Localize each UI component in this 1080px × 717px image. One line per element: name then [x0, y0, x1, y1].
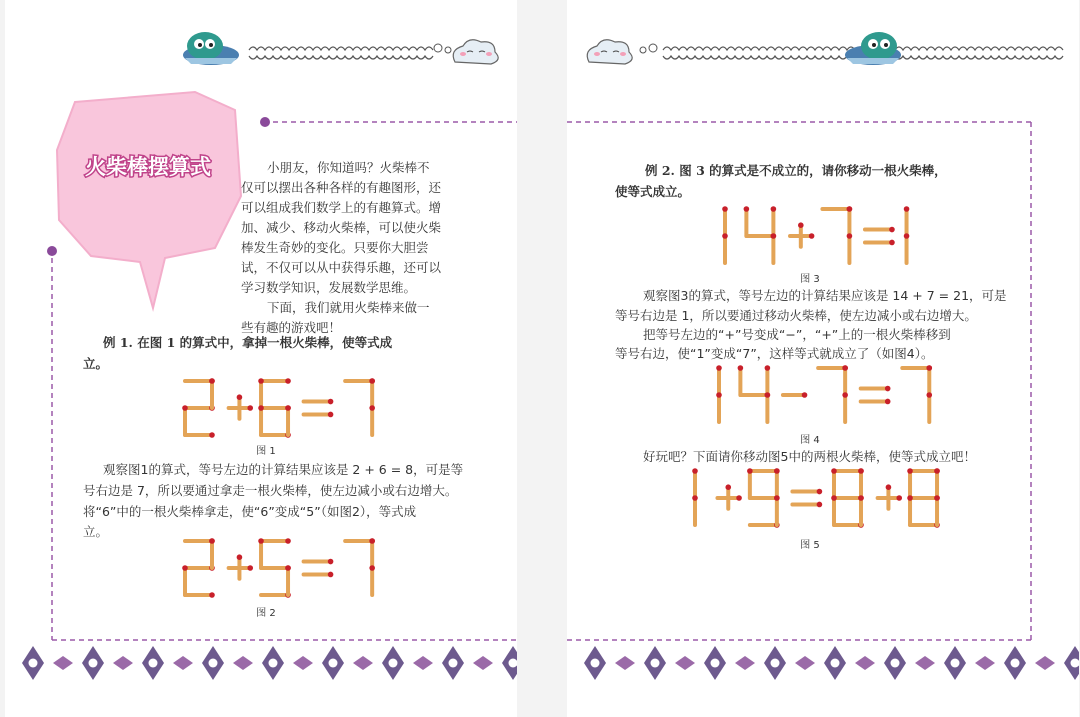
diamond-shape [855, 656, 875, 670]
diamond-dot [771, 659, 780, 668]
diamond-shape [473, 656, 493, 670]
explain-line: 观察图3的算式，等号左边的计算结果应该是 14 + 7 = 21，可是 [643, 288, 1007, 303]
diamond-dot [449, 659, 458, 668]
diamond-shape [615, 656, 635, 670]
explain-line: 观察图1的算式，等号左边的计算结果应该是 2 + 6 = 8，可是等 [103, 462, 464, 477]
figure-caption: 图 2 [256, 608, 276, 619]
diamond-dot [89, 659, 98, 668]
matchstick [886, 484, 892, 508]
matchstick [792, 502, 822, 508]
diamond-dot [389, 659, 398, 668]
figure-5 [567, 0, 1079, 717]
matchstick [209, 538, 215, 568]
matchstick [369, 538, 375, 568]
intro-line: 试，不仅可以从中获得乐趣，还可以 [241, 260, 442, 275]
intro-line: 学习数学知识，发展数学思维。 [241, 280, 417, 295]
diamond-shape [353, 656, 373, 670]
matchstick [258, 538, 264, 568]
diamond-dot [209, 659, 218, 668]
matchstick [369, 565, 375, 595]
example1-line: 例 1. 在图 1 的算式中，拿掉一根火柴棒，使等式成 [103, 335, 393, 350]
matchstick [934, 468, 940, 498]
matchstick [261, 538, 291, 544]
matchstick [725, 484, 731, 508]
matchstick [907, 468, 913, 498]
matchstick [792, 489, 822, 495]
diamond-dot [29, 659, 38, 668]
intro-line: 些有趣的游戏吧！ [241, 320, 342, 335]
matchstick [774, 495, 780, 525]
diamond-dot [269, 659, 278, 668]
matchstick [774, 468, 780, 498]
explain-line: 号右边是 7，所以要通过拿走一根火柴棒，使左边减小或右边增大。 [83, 483, 458, 498]
diamond-shape [113, 656, 133, 670]
matchstick [858, 495, 864, 525]
diamond-dot [711, 659, 720, 668]
diamond-dot [891, 659, 900, 668]
intro-line: 小朋友，你知道吗？火柴棒不 [267, 160, 430, 175]
matchstick [182, 565, 188, 595]
left-page [5, 0, 517, 717]
matchstick [185, 592, 215, 598]
example2-line: 使等式成立。 [615, 184, 691, 199]
diamond-border [567, 638, 1079, 688]
diamond-dot [329, 659, 338, 668]
matchstick [831, 495, 837, 525]
diamond-border [5, 638, 517, 688]
matchstick [285, 565, 291, 595]
diamond-dot [651, 659, 660, 668]
diamond-dot [149, 659, 158, 668]
matchstick [858, 468, 864, 498]
figure-caption: 图 3 [800, 274, 820, 285]
explain-line: 等号右边，使“1”变成“7”，这样等式就成立了（如图4）。 [615, 346, 934, 361]
explain-line: 将“6”中的一根火柴棒拿走，使“6”变成“5”（如图2），等式成 [83, 504, 417, 519]
diamond-shape [795, 656, 815, 670]
diamond-dot [1011, 659, 1020, 668]
intro-line: 仅可以摆出各种各样的有趣图形，还 [241, 180, 442, 195]
intro-line: 加、减少、移动火柴棒，可以使火柴 [241, 220, 442, 235]
matchstick [831, 468, 837, 498]
right-page [567, 0, 1079, 717]
prompt-line: 好玩吧？下面请你移动图5中的两根火柴棒，使等式成立吧！ [643, 449, 976, 464]
matchstick [304, 559, 334, 565]
diamond-shape [735, 656, 755, 670]
explain-line: 等号右边是 1，所以要通过移动火柴棒，使左边减小或右边增大。 [615, 308, 977, 323]
matchstick [692, 468, 698, 498]
diamond-shape [675, 656, 695, 670]
matchstick [747, 468, 753, 498]
diamond-shape [413, 656, 433, 670]
diamond-dot [831, 659, 840, 668]
figure-caption: 图 1 [256, 446, 276, 457]
matchstick [304, 572, 334, 578]
diamond-shape [173, 656, 193, 670]
figure-caption: 图 5 [800, 540, 820, 551]
explain-line: 立。 [83, 524, 109, 539]
figure-caption: 图 4 [800, 435, 820, 446]
example2-line: 例 2. 图 3 的算式是不成立的，请你移动一根火柴棒， [645, 163, 947, 178]
diamond-shape [975, 656, 995, 670]
diamond-dot [591, 659, 600, 668]
intro-line: 下面，我们就用火柴棒来做一 [267, 300, 430, 315]
matchstick [907, 495, 913, 525]
diamond-shape [53, 656, 73, 670]
example1-line: 立。 [83, 356, 109, 371]
matchstick [692, 495, 698, 525]
matchstick [237, 554, 243, 578]
page-title: 火柴棒摆算式 [85, 155, 211, 179]
explain-line: 把等号左边的“+”号变成“−”，“+”上的一根火柴棒移到 [643, 327, 951, 342]
intro-line: 可以组成我们数学上的有趣算式。增 [241, 200, 442, 215]
diamond-shape [1035, 656, 1055, 670]
diamond-dot [951, 659, 960, 668]
diamond-shape [233, 656, 253, 670]
diamond-shape [915, 656, 935, 670]
diamond-shape [293, 656, 313, 670]
matchstick [934, 495, 940, 525]
intro-line: 棒发生奇妙的变化。只要你大胆尝 [241, 240, 429, 255]
